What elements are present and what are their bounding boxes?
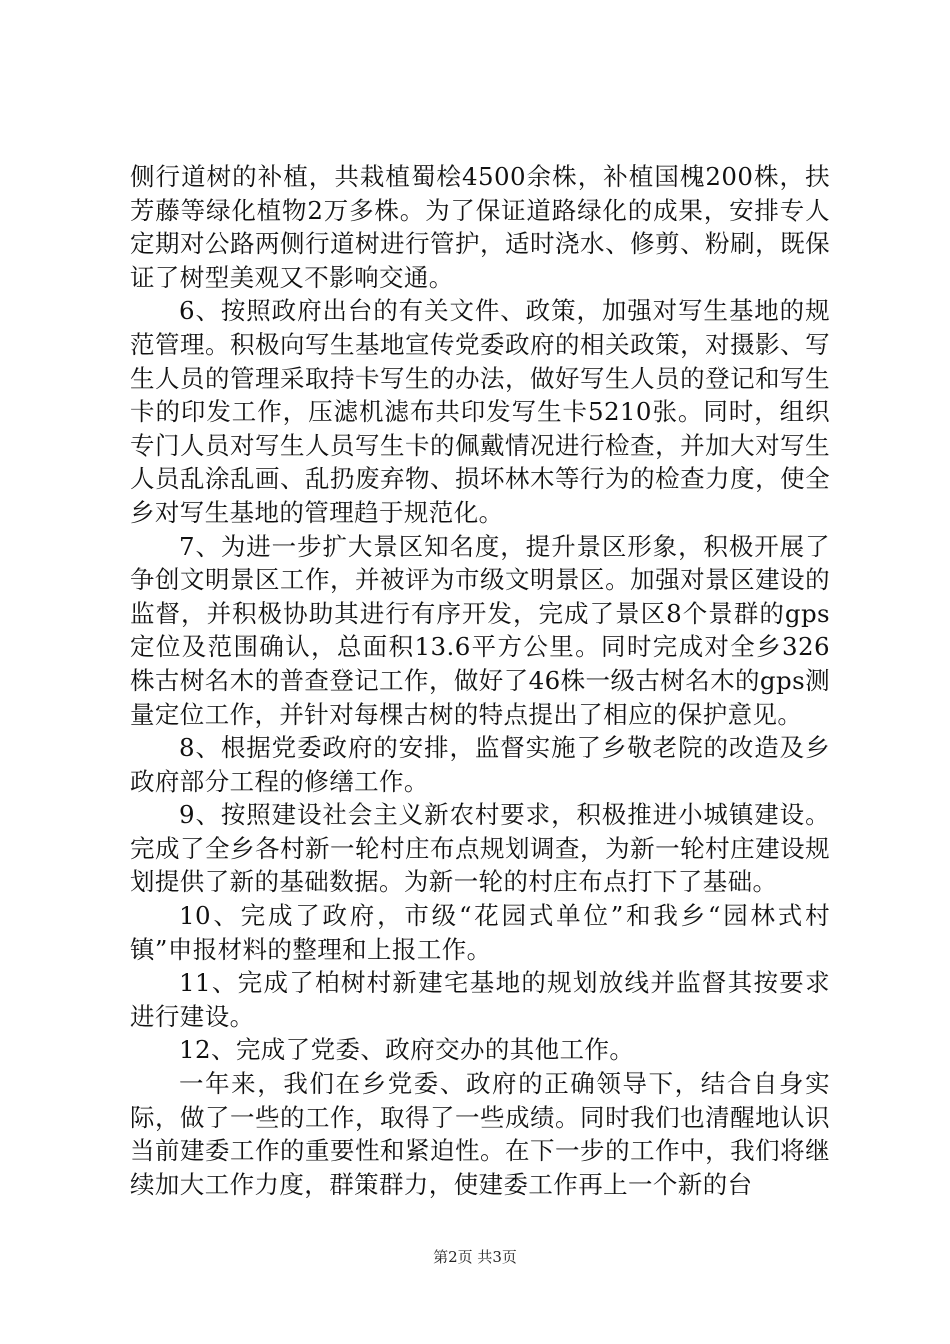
page-number-footer: 第2页 共3页 <box>433 1248 517 1266</box>
paragraph-item-9: 9、按照建设社会主义新农村要求，积极推进小城镇建设。完成了全乡各村新一轮村庄布点规划调查，为新一轮村庄建设规划提供了新的基础数据。为新一轮的村庄布点打下了基础。 <box>130 800 830 897</box>
paragraph-item-12: 12、完成了党委、政府交办的其他工作。 <box>179 1035 635 1065</box>
paragraph-item-10: 10、完成了政府，市级“花园式单位”和我乡“园林式村镇”申报材料的整理和上报工作。 <box>130 901 830 964</box>
paragraph-item-11: 11、完成了柏树村新建宅基地的规划放线并监督其按要求进行建设。 <box>130 968 830 1031</box>
paragraph-item-8: 8、根据党委政府的安排，监督实施了乡敬老院的改造及乡政府部分工程的修缮工作。 <box>130 733 830 796</box>
paragraph-summary: 一年来，我们在乡党委、政府的正确领导下，结合自身实际，做了一些的工作，取得了一些成绩。同时我们也清醒地认识当前建委工作的重要性和紧迫性。在下一步的工作中，我们将继续加大工作力度，群策群力，使建委工作再上一个新的台 <box>130 1069 830 1199</box>
paragraph-continuation: 侧行道树的补植，共栽植蜀桧4500余株，补植国槐200株，扶芳藤等绿化植物2万多株。为了保证道路绿化的成果，安排专人定期对公路两侧行道树进行管护，适时浇水、修剪、粉刷，既保证了树型美观又不影响交通。 <box>130 162 830 292</box>
paragraph-item-6: 6、按照政府出台的有关文件、政策，加强对写生基地的规范管理。积极向写生基地宣传党委政府的相关政策，对摄影、写生人员的管理采取持卡写生的办法，做好写生人员的登记和写生卡的印发工作，压滤机滤布共印发写生卡5210张。同时，组织专门人员对写生人员写生卡的佩戴情况进行检查，并加大对写生人员乱涂乱画、乱扔废弃物、损坏林木等行为的检查力度，使全乡对写生基地的管理趋于规范化。 <box>130 296 830 527</box>
paragraph-item-7: 7、为进一步扩大景区知名度，提升景区形象，积极开展了争创文明景区工作，并被评为市级文明景区。加强对景区建设的监督，并积极协助其进行有序开发，完成了景区8个景群的gps定位及范围确认，总面积13.6平方公里。同时完成对全乡326株古树名木的普查登记工作，做好了46株一级古树名木的gps测量定位工作，并针对每棵古树的特点提出了相应的保护意见。 <box>130 531 830 729</box>
document-body <box>130 160 830 1201</box>
